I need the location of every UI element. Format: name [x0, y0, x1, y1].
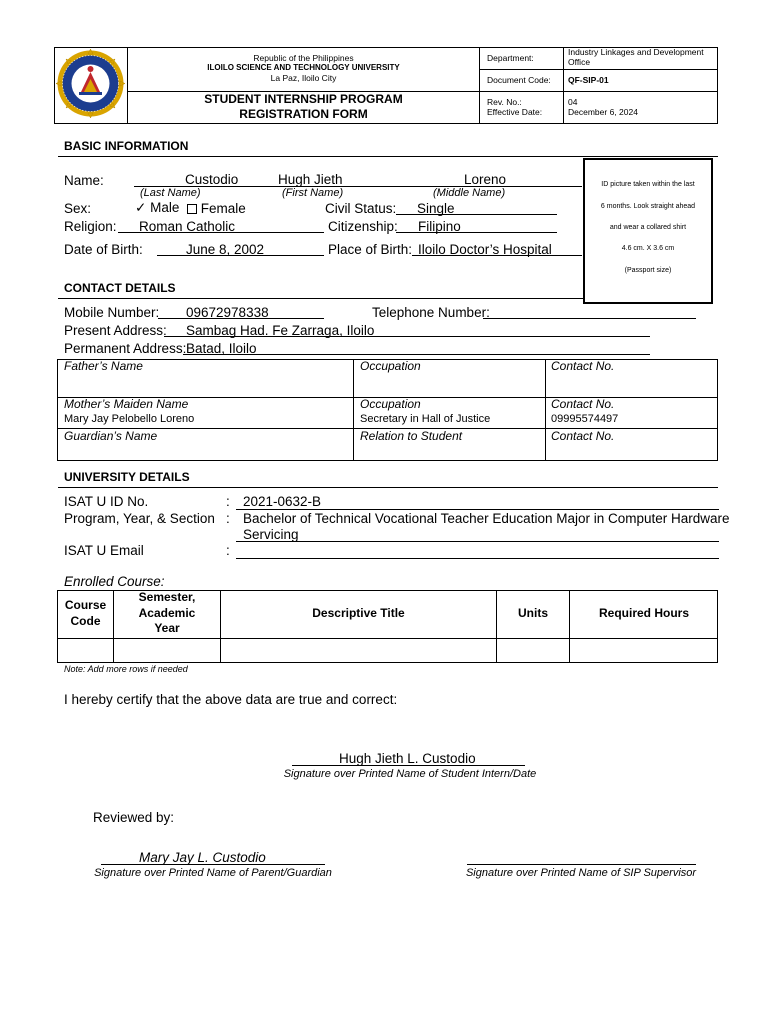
- present-address-label: Present Address:: [64, 323, 167, 338]
- telephone-label: Telephone Number:: [372, 305, 490, 320]
- pob-value: Iloilo Doctor’s Hospital: [418, 242, 552, 257]
- relation-field[interactable]: [356, 443, 542, 459]
- isatu-id-colon: :: [226, 494, 230, 509]
- supervisor-signature-line[interactable]: [467, 850, 696, 865]
- guardian-name-field[interactable]: [60, 443, 350, 459]
- col-required-hours: Required Hours: [598, 606, 689, 620]
- female-label: Female: [200, 201, 246, 216]
- mobile-label: Mobile Number:: [64, 305, 160, 320]
- father-contact-field[interactable]: [548, 374, 715, 394]
- university-name: ILOILO SCIENCE AND TECHNOLOGY UNIVERSITY: [207, 63, 400, 72]
- citizenship-value: Filipino: [418, 219, 461, 234]
- mother-name-value[interactable]: Mary Jay Pelobello Loreno: [64, 413, 195, 425]
- add-rows-note: Note: Add more rows if needed: [64, 664, 188, 674]
- id-photo-box[interactable]: [583, 158, 713, 304]
- certification-statement: I hereby certify that the above data are true and correct:: [64, 692, 398, 707]
- middle-name-caption: (Middle Name): [433, 187, 506, 199]
- effective-date-value: December 6, 2024: [568, 107, 638, 117]
- male-label: Male: [150, 200, 180, 215]
- civil-status-value: Single: [417, 201, 455, 216]
- sex-label: Sex:: [64, 201, 92, 216]
- religion-label: Religion:: [64, 219, 117, 234]
- university-seal-logo: [55, 48, 126, 119]
- isatu-email-label: ISAT U Email: [64, 543, 144, 558]
- first-name-caption: (First Name): [282, 187, 344, 199]
- female-checkbox[interactable]: [187, 204, 197, 214]
- form-title-line2: REGISTRATION FORM: [239, 107, 368, 121]
- isatu-email-colon: :: [226, 543, 230, 558]
- guardian-contact-field[interactable]: [548, 443, 715, 459]
- col-descriptive-title: Descriptive Title: [312, 606, 405, 620]
- religion-value: Roman Catholic: [139, 219, 236, 234]
- father-occupation-label: Occupation: [360, 359, 421, 373]
- permanent-address-value: Batad, Iloilo: [186, 341, 257, 356]
- contact-details-heading: CONTACT DETAILS: [64, 281, 176, 295]
- supervisor-signature-caption: Signature over Printed Name of SIP Supervisor: [465, 867, 697, 879]
- department-label: Department:: [487, 53, 534, 63]
- col-course-code: Course Code: [64, 598, 107, 628]
- last-name-caption: (Last Name): [140, 187, 201, 199]
- department-value: Industry Linkages and Development Office: [568, 47, 704, 67]
- university-location: La Paz, Iloilo City: [270, 73, 337, 83]
- present-address-value: Sambag Had. Fe Zarraga, Iloilo: [186, 323, 375, 338]
- col-units: Units: [518, 606, 548, 620]
- reviewed-by-label: Reviewed by:: [93, 810, 175, 825]
- program-colon: :: [226, 511, 230, 526]
- descriptive-title-cell[interactable]: [222, 640, 495, 662]
- last-name-value: Custodio: [185, 172, 239, 187]
- photo-instruction-3: and wear a collared shirt: [609, 224, 687, 231]
- middle-name-value: Loreno: [464, 172, 507, 187]
- form-title-line1: STUDENT INTERNSHIP PROGRAM: [204, 92, 403, 106]
- citizenship-label: Citizenship:: [328, 219, 398, 234]
- units-cell[interactable]: [498, 640, 568, 662]
- required-hours-cell[interactable]: [571, 640, 717, 662]
- male-option[interactable]: [135, 200, 179, 216]
- female-option[interactable]: [187, 201, 246, 216]
- check-icon: ✓: [135, 200, 147, 215]
- basic-info-heading: BASIC INFORMATION: [64, 139, 189, 153]
- permanent-address-label: Permanent Address:: [64, 341, 187, 356]
- program-value-line1: Bachelor of Technical Vocational Teacher Education Major in Computer Hardware: [243, 511, 730, 526]
- father-name-field[interactable]: [60, 374, 350, 394]
- father-contact-label: Contact No.: [551, 359, 615, 373]
- program-value-line2: Servicing: [243, 527, 299, 542]
- program-field[interactable]: [236, 526, 719, 542]
- student-signature-caption: Signature over Printed Name of Student Intern/Date: [283, 768, 537, 780]
- semester-cell[interactable]: [115, 640, 219, 662]
- student-printed-name: Hugh Jieth L. Custodio: [339, 751, 476, 766]
- isatu-id-value: 2021-0632-B: [243, 494, 322, 509]
- program-label: Program, Year, & Section: [64, 511, 215, 526]
- isatu-id-label: ISAT U ID No.: [64, 494, 149, 509]
- university-details-heading: UNIVERSITY DETAILS: [64, 470, 190, 484]
- isatu-email-field[interactable]: [236, 543, 719, 559]
- mother-occupation-value[interactable]: Secretary in Hall of Justice: [360, 413, 491, 425]
- civil-status-label: Civil Status:: [325, 201, 397, 216]
- photo-passport-size: (Passport size): [624, 267, 672, 274]
- mother-name-label: Mother’s Maiden Name: [64, 397, 189, 411]
- enrolled-course-label: Enrolled Course:: [64, 574, 165, 589]
- photo-size: 4.6 cm. X 3.6 cm: [621, 245, 675, 252]
- doc-code-label: Document Code:: [487, 75, 551, 85]
- father-name-label: Father’s Name: [64, 359, 143, 373]
- course-code-cell[interactable]: [59, 640, 112, 662]
- mother-occupation-label: Occupation: [360, 397, 421, 411]
- photo-instruction-1: ID picture taken within the last: [601, 181, 695, 188]
- first-name-value: Hugh Jieth: [278, 172, 343, 187]
- mobile-value: 09672978338: [186, 305, 269, 320]
- guardian-name-label: Guardian’s Name: [64, 429, 158, 443]
- parent-signature-caption: Signature over Printed Name of Parent/Guardian: [94, 867, 332, 879]
- mother-contact-label: Contact No.: [551, 397, 615, 411]
- photo-instruction-2: 6 months. Look straight ahead: [600, 203, 696, 210]
- rev-value: 04: [568, 97, 578, 107]
- name-label: Name:: [64, 173, 104, 188]
- pob-label: Place of Birth:: [328, 242, 413, 257]
- dob-label: Date of Birth:: [64, 242, 143, 257]
- relation-label: Relation to Student: [360, 429, 463, 443]
- doc-code-value: QF-SIP-01: [568, 75, 609, 85]
- parent-printed-name: Mary Jay L. Custodio: [139, 850, 266, 865]
- col-semester: Semester, Academic Year: [138, 590, 196, 635]
- telephone-field[interactable]: [483, 304, 696, 319]
- republic-label: Republic of the Philippines: [253, 53, 354, 63]
- rev-label: Rev. No.:: [487, 97, 522, 107]
- mother-contact-value[interactable]: 09995574497: [551, 413, 619, 425]
- guardian-contact-label: Contact No.: [551, 429, 615, 443]
- dob-value: June 8, 2002: [186, 242, 265, 257]
- father-occupation-field[interactable]: [356, 374, 542, 394]
- effective-date-label: Effective Date:: [487, 107, 543, 117]
